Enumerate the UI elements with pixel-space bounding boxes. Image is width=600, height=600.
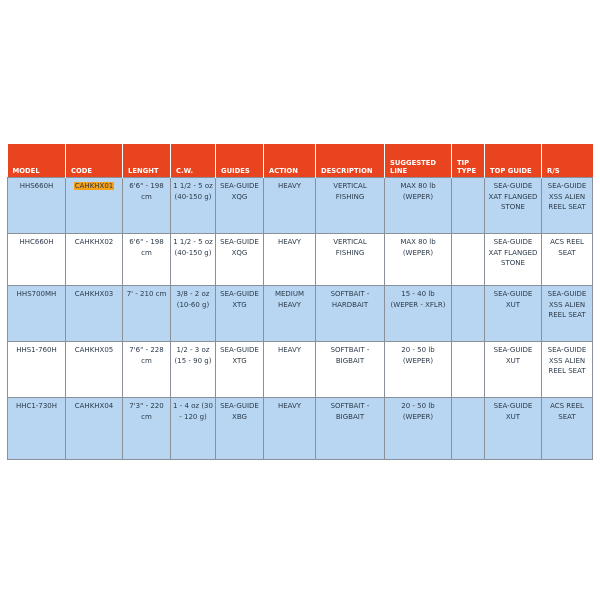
cell-model: HHC660H: [8, 234, 66, 286]
cell-cw: 1 - 4 oz (30 - 120 g): [171, 398, 216, 460]
cell-suggested-line: MAX 80 lb (WEPER): [385, 234, 452, 286]
cell-code: CAHKHX03: [66, 286, 123, 342]
cell-model: HHS660H: [8, 178, 66, 234]
header-action: ACTION: [264, 144, 316, 178]
cell-tip-type: [452, 286, 485, 342]
cell-action: MEDIUM HEAVY: [264, 286, 316, 342]
table-row: [8, 342, 593, 398]
cell-rs: SEA-GUIDE XSS ALIEN REEL SEAT: [542, 286, 593, 342]
cell-rs: SEA-GUIDE XSS ALIEN REEL SEAT: [542, 178, 593, 234]
cell-tip-type: [452, 178, 485, 234]
cell-top-guide: SEA-GUIDE XUT: [485, 286, 542, 342]
spec-table-container: [7, 144, 592, 456]
cell-tip-type: [452, 342, 485, 398]
cell-description: SOFTBAIT - HARDBAIT: [316, 286, 385, 342]
cell-length: 6'6" - 198 cm: [123, 234, 171, 286]
cell-tip-type: [452, 234, 485, 286]
cell-guides: SEA-GUIDE XTG: [216, 286, 264, 342]
cell-suggested-line: 20 - 50 lb (WEPER): [385, 398, 452, 460]
cell-length: 7'6" - 228 cm: [123, 342, 171, 398]
header-cw: C.W.: [171, 144, 216, 178]
cell-description: SOFTBAIT - BIGBAIT: [316, 342, 385, 398]
cell-model: HHS1-760H: [8, 342, 66, 398]
header-tip-type: TIP TYPE: [452, 144, 485, 178]
header-guides: GUIDES: [216, 144, 264, 178]
cell-model: HHC1-730H: [8, 398, 66, 460]
rod-spec-table: [7, 144, 593, 460]
cell-length: 7'3" - 220 cm: [123, 398, 171, 460]
cell-rs: SEA-GUIDE XSS ALIEN REEL SEAT: [542, 342, 593, 398]
cell-action: HEAVY: [264, 178, 316, 234]
cell-action: HEAVY: [264, 398, 316, 460]
header-suggested-line: SUGGESTED LINE: [385, 144, 452, 178]
cell-guides: SEA-GUIDE XQG: [216, 178, 264, 234]
cell-description: SOFTBAIT - BIGBAIT: [316, 398, 385, 460]
table-row: [8, 286, 593, 342]
cell-top-guide: SEA-GUIDE XAT FLANGED STONE: [485, 234, 542, 286]
cell-cw: 1/2 - 3 oz (15 - 90 g): [171, 342, 216, 398]
cell-code: CAHKHX05: [66, 342, 123, 398]
cell-action: HEAVY: [264, 234, 316, 286]
cell-length: 6'6" - 198 cm: [123, 178, 171, 234]
table-row: [8, 398, 593, 460]
cell-cw: 3/8 - 2 oz (10-60 g): [171, 286, 216, 342]
highlighted-code: CAHKHX01: [74, 182, 114, 190]
cell-action: HEAVY: [264, 342, 316, 398]
cell-cw: 1 1/2 - 5 oz (40-150 g): [171, 178, 216, 234]
header-length: LENGHT: [123, 144, 171, 178]
cell-cw: 1 1/2 - 5 oz (40-150 g): [171, 234, 216, 286]
header-model: MODEL: [8, 144, 66, 178]
header-rs: R/S: [542, 144, 593, 178]
cell-code: CAHKHX04: [66, 398, 123, 460]
header-row: [8, 144, 593, 178]
cell-code: CAHKHX02: [66, 234, 123, 286]
cell-length: 7' - 210 cm: [123, 286, 171, 342]
cell-description: VERTICAL FISHING: [316, 178, 385, 234]
cell-top-guide: SEA-GUIDE XUT: [485, 398, 542, 460]
cell-rs: ACS REEL SEAT: [542, 234, 593, 286]
cell-tip-type: [452, 398, 485, 460]
cell-suggested-line: 15 - 40 lb (WEPER - XFLR): [385, 286, 452, 342]
cell-top-guide: SEA-GUIDE XAT FLANGED STONE: [485, 178, 542, 234]
cell-suggested-line: 20 - 50 lb (WEPER): [385, 342, 452, 398]
cell-top-guide: SEA-GUIDE XUT: [485, 342, 542, 398]
header-code: CODE: [66, 144, 123, 178]
cell-guides: SEA-GUIDE XQG: [216, 234, 264, 286]
cell-description: VERTICAL FISHING: [316, 234, 385, 286]
cell-rs: ACS REEL SEAT: [542, 398, 593, 460]
table-row: [8, 234, 593, 286]
header-top-guide: TOP GUIDE: [485, 144, 542, 178]
cell-code: [66, 178, 123, 234]
cell-guides: SEA-GUIDE XBG: [216, 398, 264, 460]
cell-suggested-line: MAX 80 lb (WEPER): [385, 178, 452, 234]
table-row: [8, 178, 593, 234]
cell-guides: SEA-GUIDE XTG: [216, 342, 264, 398]
cell-model: HHS700MH: [8, 286, 66, 342]
header-description: DESCRIPTION: [316, 144, 385, 178]
